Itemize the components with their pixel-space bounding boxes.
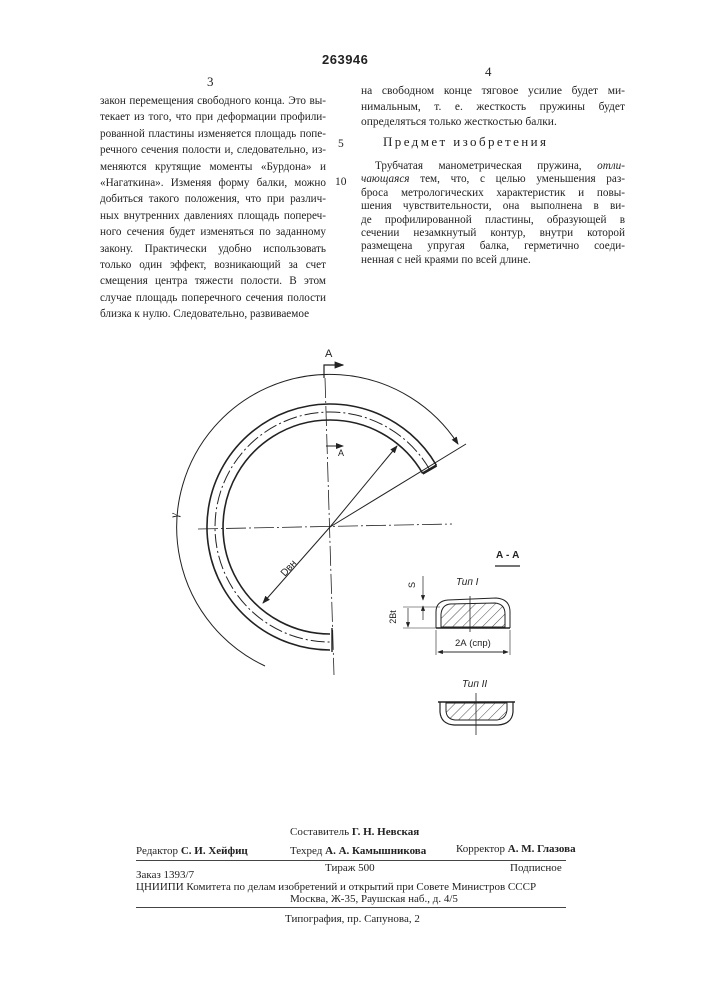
claim-italic-span: отли- bbox=[597, 160, 625, 172]
text-line: случае площадь поперечного сечения полости bbox=[100, 290, 326, 306]
claim-line: сечении незамкнутый контур, внутри которой bbox=[361, 227, 625, 240]
editor-label: Редактор bbox=[136, 845, 178, 857]
corrector-label: Корректор bbox=[456, 843, 505, 855]
angle-ray bbox=[330, 444, 466, 527]
text-line: текает из того, что при деформации профили- bbox=[100, 109, 326, 125]
text-line: только один эффект, возникающий за счет bbox=[100, 257, 326, 273]
footer-rule-2 bbox=[136, 907, 566, 908]
text-line: на свободном конце тяговое усилие будет ми- bbox=[361, 84, 625, 100]
text-line: «Нагаткина». Изменяя форму балки, можно bbox=[100, 175, 326, 191]
claim-line: броса метрологических характеристик и повы- bbox=[361, 187, 625, 200]
compiler bbox=[290, 826, 419, 838]
section-title: А - А bbox=[496, 550, 519, 561]
techred-name: А. А. Камышникова bbox=[325, 845, 426, 857]
claim-line: де профилированной пластины, образующей в bbox=[361, 214, 625, 227]
profile-type-1-inner bbox=[441, 603, 505, 627]
subscription: Подписное bbox=[510, 862, 562, 874]
text-line: меняются крутящие моменты «Бурдона» и bbox=[100, 159, 326, 175]
text-line: определяться только жесткостью балки. bbox=[361, 115, 625, 131]
editor-name: С. И. Хейфиц bbox=[181, 845, 248, 857]
text-line: рованной пластины изменяется площадь попе- bbox=[100, 126, 326, 142]
page-number-right: 4 bbox=[485, 64, 492, 80]
section-label-top: А bbox=[325, 348, 332, 360]
tube-inner-arc bbox=[223, 420, 423, 634]
tube-outer-arc bbox=[207, 404, 437, 650]
width-label: 2А (спр) bbox=[455, 638, 491, 649]
text-line: добиться такого положения, что при различ- bbox=[100, 191, 326, 207]
line-number-10: 10 bbox=[335, 176, 347, 188]
section-mark-top bbox=[324, 365, 343, 378]
order-number: Заказ 1393/7 bbox=[136, 869, 194, 881]
compiler-name: Г. Н. Невская bbox=[352, 826, 419, 838]
editor bbox=[136, 845, 248, 857]
claim-heading: Предмет изобретения bbox=[383, 134, 548, 150]
footer-rule-1 bbox=[136, 860, 566, 861]
claim-text-span: Трубчатая манометрическая пружина, bbox=[375, 160, 597, 172]
text-line: закону. Практически удобно использовать bbox=[100, 241, 326, 257]
claim-line: размещена упругая балка, герметично соеди- bbox=[361, 240, 625, 253]
text-line: речного сечения полости и, следовательно, из- bbox=[100, 142, 326, 158]
corrector bbox=[456, 843, 576, 855]
claim-line: ненная с ней краями по всей длине. bbox=[361, 254, 625, 267]
angle-label: γ bbox=[167, 513, 182, 518]
thickness-label: S bbox=[407, 582, 417, 588]
claim-text-span: тем, что, с целью уменьшения раз- bbox=[410, 173, 625, 185]
angle-dimension-arc bbox=[177, 374, 458, 666]
printing-house: Типография, пр. Сапунова, 2 bbox=[285, 913, 420, 925]
type-2-label: Тип II bbox=[462, 679, 487, 690]
diameter-label: Dвн bbox=[279, 558, 299, 579]
text-line: ного сечения будет изменяться по заданному bbox=[100, 224, 326, 240]
text-line: закон перемещения свободного конца. Это вы- bbox=[100, 93, 326, 109]
diameter-line-upper bbox=[330, 446, 397, 527]
type-1-label: Тип I bbox=[456, 577, 478, 588]
techred bbox=[290, 845, 426, 857]
institute: ЦНИИПИ Комитета по делам изобретений и открытий при Совете Министров СССР bbox=[136, 881, 536, 893]
page-number-left: 3 bbox=[207, 74, 214, 90]
height-label: 2Вt bbox=[388, 610, 398, 624]
claim-line: шения чувствительности, она выполнена в ви- bbox=[361, 200, 625, 213]
circulation: Тираж 500 bbox=[325, 862, 375, 874]
compiler-label: Составитель bbox=[290, 826, 349, 838]
text-line: нимальным, т. е. жесткость пружины будет bbox=[361, 100, 625, 116]
text-line: близка к нулю. Следовательно, развиваемое bbox=[100, 306, 326, 322]
tube-mid-arc bbox=[215, 412, 430, 642]
profile-type-2-inner bbox=[446, 703, 507, 720]
section-label-inner: А bbox=[338, 448, 344, 458]
address: Москва, Ж-35, Раушская наб., д. 4/5 bbox=[290, 893, 458, 905]
claim-italic-span: чающаяся bbox=[361, 173, 410, 185]
line-number-5: 5 bbox=[338, 138, 344, 150]
text-line: ных внутренних давлениях площадь попереч- bbox=[100, 208, 326, 224]
horizontal-centerline bbox=[198, 524, 452, 529]
techred-label: Техред bbox=[290, 845, 322, 857]
text-line: смещения центра тяжести полости. В этом bbox=[100, 273, 326, 289]
patent-number: 263946 bbox=[322, 52, 368, 67]
corrector-name: А. М. Глазова bbox=[508, 843, 576, 855]
